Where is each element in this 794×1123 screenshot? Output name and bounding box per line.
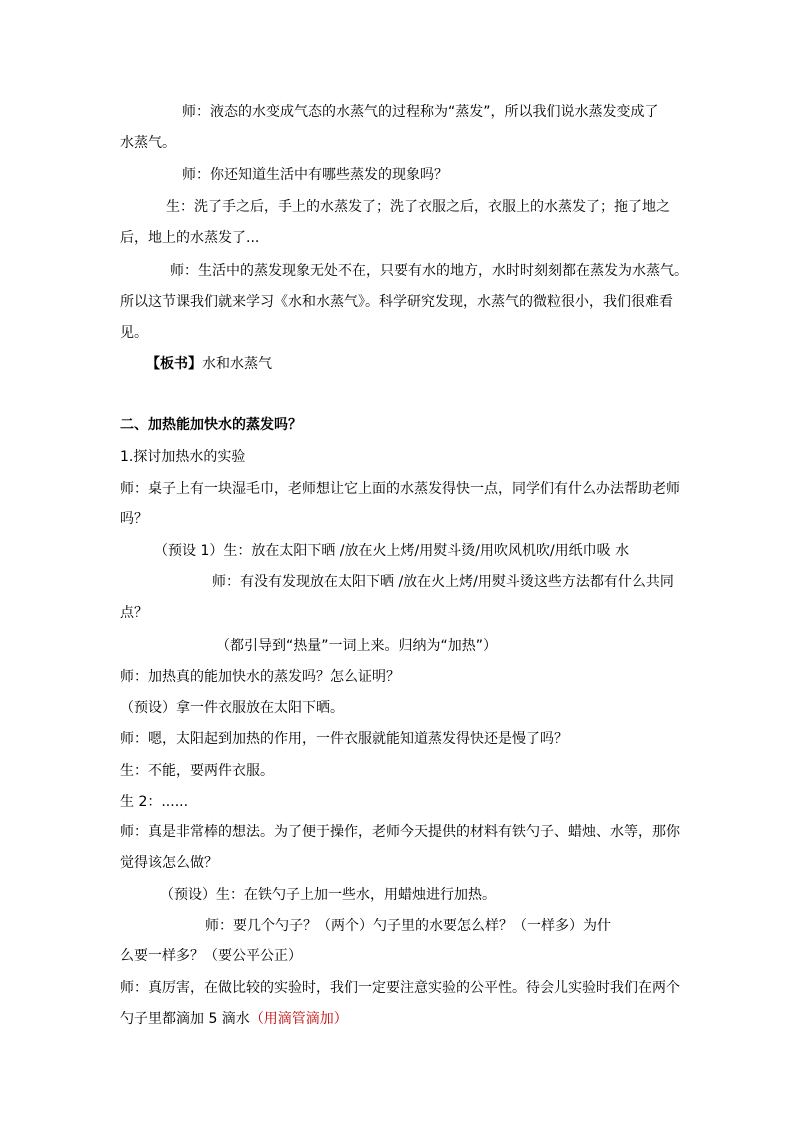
paragraph-line: 师：要几个勺子？（两个）勺子里的水要怎么样？（一样多）为什	[205, 918, 611, 934]
paragraph-line: 师：加热真的能加快水的蒸发吗？怎么证明？	[120, 669, 400, 685]
paragraph-line: （预设）拿一件衣服放在太阳下晒。	[120, 700, 344, 716]
paragraph-line: 水蒸气。	[120, 135, 176, 151]
paragraph-line: 生：洗了手之后，手上的水蒸发了；洗了衣服之后，衣服上的水蒸发了；拖了地之	[166, 199, 670, 215]
paragraph-line: 见。	[120, 325, 148, 341]
paragraph-line: 师：桌子上有一块湿毛巾，老师想让它上面的水蒸发得快一点，同学们有什么办法帮助老师	[120, 481, 680, 497]
paragraph-line: 师：嗯，太阳起到加热的作用，一件衣服就能知道蒸发得快还是慢了吗？	[120, 731, 568, 747]
paragraph-line	[120, 1010, 348, 1028]
paragraph-line: 生：不能，要两件衣服。	[120, 763, 274, 779]
paragraph-text: 勺子里都滴加 5 滴水	[120, 1011, 250, 1027]
paragraph-line: 师：真是非常棒的想法。为了便于操作，老师今天提供的材料有铁勺子、蜡烛、水等，那你	[120, 824, 680, 840]
subsection-title: 1.探讨加热水的实验	[120, 449, 246, 465]
paragraph-line: 师：你还知道生活中有哪些蒸发的现象吗？	[182, 167, 448, 183]
paragraph-line: 后，地上的水蒸发了...	[120, 230, 260, 246]
paragraph-line: 吗？	[120, 511, 148, 527]
board-text: 水和水蒸气	[202, 356, 272, 372]
paragraph-line: 师：生活中的蒸发现象无处不在，只要有水的地方，水时时刻刻都在蒸发为水蒸气。	[170, 263, 688, 279]
highlight-note: （用滴管滴加）	[249, 1011, 348, 1027]
board-label: 【板书】	[146, 356, 202, 372]
paragraph-line: 点？	[120, 605, 148, 621]
board-note	[146, 355, 272, 373]
paragraph-line: （预设 1）生：放在太阳下晒 /放在火上烤/用熨斗烫/用吹风机吹/用纸巾吸 水	[154, 543, 630, 559]
paragraph-line: 所以这节课我们就来学习《水和水蒸气》。科学研究发现，水蒸气的微粒很小，我们很难看	[120, 294, 673, 310]
paragraph-line: 师：液态的水变成气态的水蒸气的过程称为“蒸发”，所以我们说水蒸发变成了	[182, 104, 659, 120]
paragraph-line: 么要一样多？（要公平公正）	[120, 948, 302, 964]
paragraph-line: 觉得该怎么做？	[120, 855, 218, 871]
section-heading: 二、加热能加快水的蒸发吗？	[120, 417, 302, 433]
paragraph-line: 师：有没有发现放在太阳下晒 /放在火上烤/用熨斗烫这些方法都有什么共同	[212, 574, 674, 590]
paragraph-line: （预设）生：在铁勺子上加一些水，用蜡烛进行加热。	[160, 887, 496, 903]
paragraph-line: 生 2：......	[120, 794, 189, 810]
paragraph-line: （都引导到“热量”一词上来。归纳为“加热”）	[216, 638, 498, 654]
paragraph-line: 师：真厉害，在做比较的实验时，我们一定要注意实验的公平性。待会儿实验时我们在两个	[120, 980, 680, 996]
